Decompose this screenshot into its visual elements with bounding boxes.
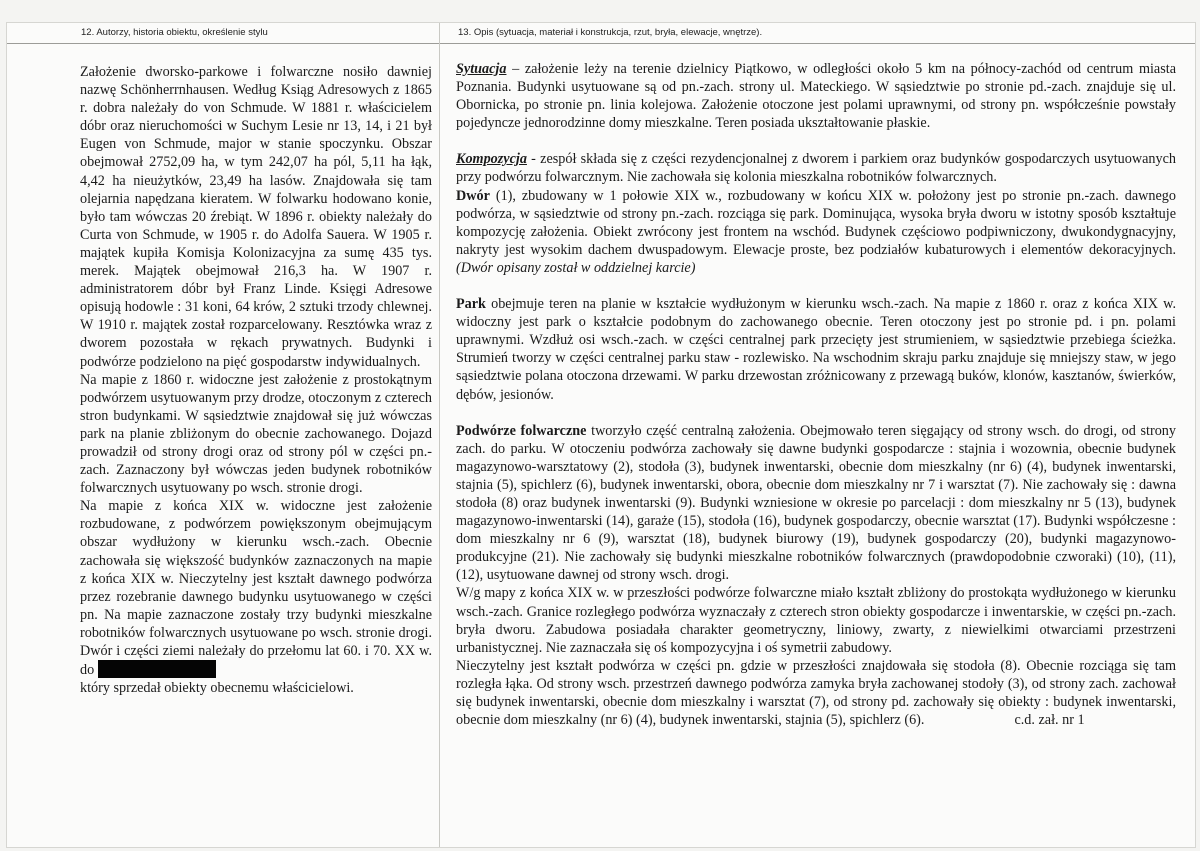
dwor-paragraph xyxy=(456,187,1176,277)
dwor-note: (Dwór opisany został w oddzielnej karcie) xyxy=(456,259,696,276)
description-text xyxy=(456,60,1176,729)
history-text xyxy=(80,63,432,697)
park-text: obejmuje teren na planie w kształcie wydłużonym w kierunku wsch.-zach. Na mapie z 1860 r. oraz z końca XIX w. widoczny jest park o kształcie podobnym do zachowanego obecnie. Teren otoczony jest po stronie pd. i pn. polami uprawnymi. Wzdłuż osi wsch.-zach. w części centralnej park przecięty jest strumieniem, w sąsiedztwie przebiega ścieżka. Strumień tworzy w części centralnej parku staw - rozlewisko. Na wschodnim skraju parku znajduje się mniejszy staw, w jego sąsiedztwie polana otoczona drzewami. W parku drzewostan zróżnicowany z przewagą buków, klonów, kasztanów, świerków, dębów, jesionów. xyxy=(456,296,1176,403)
podworze-paragraph xyxy=(456,422,1176,585)
park-paragraph xyxy=(456,295,1176,404)
history-last-line: który sprzedał obiekty obecnemu właścicielowi. xyxy=(80,680,354,697)
podworze-text: tworzyło część centralną założenia. Obejmowało teren sięgający od strony wsch. do drogi, od strony zach. do parku. W otoczeniu podwórza zachowały się dawne budynki gospodarcze : stajnia i wozownia, obecnie budynek magazynowo-warsztatowy (2), stodoła (3), budynek inwentarski, obecnie dom mieszkalny (nr 6) (4), budynek inwentarski, stajnia (5), spichlerz (6), budynek inwentarski, obora, obecnie dom mieszkalny nr 7 i warsztat (7). Nie zachowały się : dawna stodoła (8) oraz budynek inwentarski (9). Budynki wzniesione w okresie po parcelacji : dom mieszkalny nr 5 (13), budynek magazynowo-inwentarski (14), garaże (15), stodoła (16), budynek gospodarczy, obecnie warsztat (17). Budynki współczesne : dom mieszkalny nr 6 (9), warsztat (18), budynek biurowy (19), budynek gospodarczy (20), budynki magazynowo-produkcyjne (21). Nie zachowały się budynki mieszkalne robotników folwarcznych (prawdopodobnie czworaki) (10), (11), (12), usytuowane dawnej od strony wsch. drogi. xyxy=(456,422,1176,584)
dwor-label: Dwór xyxy=(456,187,490,204)
section-13-header: 13. Opis (sytuacja, materiał i konstrukcja, rzut, bryła, elewacje, wnętrze). xyxy=(440,23,1195,44)
podworze-label: Podwórze folwarczne xyxy=(456,422,587,439)
sytuacja-paragraph xyxy=(456,60,1176,132)
history-paragraph-3 xyxy=(80,497,432,679)
column-divider xyxy=(439,23,440,847)
kompozycja-label: Kompozycja xyxy=(456,151,527,168)
podworze-paragraph-2: W/g mapy z końca XIX w. w przeszłości podwórze folwarczne miało kształt zbliżony do prostokąta wydłużonego w kierunku wsch.-zach. Granice rozległego podwórza wyznaczały z czterech stron obiekty gospodarcze i inwentarskie, w części pn.-zach. bryła dworu. Zabudowa posiadała charakter geometryczny, liniowy, zwarty, z niewielkimi otwarciami przestrzeni urbanistycznej. Nie zaznaczała się oś kompozycyjna i oś symetrii zabudowy. xyxy=(456,585,1176,656)
left-column xyxy=(7,23,439,697)
kompozycja-text: - zespół składa się z części rezydencjonalnej z dworem i parkiem oraz budynków gospodarczych usytuowanych przy podwórzu folwarcznym. Nie zachowała się kolonia mieszkalna robotników folwarcznych. xyxy=(456,151,1176,186)
dwor-text: (1), zbudowany w 1 połowie XIX w., rozbudowany w końcu XIX w. położony jest po stronie pn.-zach. dawnego podwórza, w sąsiedztwie od strony pn.-zach. rozciąga się park. Dominująca, wysoka bryła dworu w istotny sposób kształtuje kompozycję założenia. Obiekt zwrócony jest frontem na wschód. Budynek częściowo podpiwniczony, dwukondygnacyjny, nakryty jest wysokim dachem dwuspadowym. Elewacje proste, bez podziałów kubaturowych i elementów dekoracyjnych. xyxy=(456,187,1176,258)
history-paragraph-3-text: Na mapie z końca XIX w. widoczne jest założenie rozbudowane, z podwórzem powiększonym obejmującym obszar wydłużony w kierunku wsch.-zach. Obecnie zachowała się większość budynków zaznaczonych na mapie z końca XIX w. Nieczytelny jest kształt dawnego podwórza przez rozebranie dawnego budynku usytuowanego w części pn. Na mapie zaznaczone zostały trzy budynki mieszkalne robotników folwarcznych usytuowane po wsch. stronie drogi. Dwór i części ziemi należały do przełomu lat 60. i 70. XX w. do xyxy=(80,498,432,679)
section-12-header: 12. Autorzy, historia obiektu, określenie stylu xyxy=(7,23,439,44)
podworze-paragraph-3-text: Nieczytelny jest kształt podwórza w części pn. gdzie w przeszłości znajdowała się stodoła (8). Obecnie rozciąga się tam rozległa łąka. Od strony wsch. przestrzeń dawnego podwórza zamyka bryła zachowanej stodoły (3), od strony zach. zachował się budynek inwentarski, obecnie dom mieszkalny i warsztat (7), od strony pd. zachowały się obiekty : budynek inwentarski, obecnie dom mieszkalny (nr 6) (4), budynek inwentarski, stajnia (5), spichlerz (6). xyxy=(456,657,1176,729)
redaction-bar xyxy=(98,660,216,678)
history-paragraph-2: Na mapie z 1860 r. widoczne jest założenie z prostokątnym podwórzem usytuowanym przy drodze, otoczonym z czterech stron budynkami. W sąsiedztwie znajdował się już wówczas park na planie zbliżonym do obecnie zachowanego. Dojazd prowadził od strony drogi oraz od strony pól w części pn.-zach. Zaznaczony był wówczas jeden budynek robotników folwarcznych usytuowany po wsch. stronie drogi. xyxy=(80,371,432,497)
sytuacja-text: – założenie leży na terenie dzielnicy Piątkowo, w odległości około 5 km na północy-zachód od centrum miasta Poznania. Budynki usytuowane są od pn.-zach. strony ul. Mateckiego. W sąsiedztwie po stronie pd.-zach. znajduje się ul. Obornicka, po stronie pn. linia kolejowa. Założenie otoczone jest polami uprawnymi, od strony pn. współcześnie powstały pojedyncze jednorodzinne domy mieszkalne. Teren posiada ukształtowanie płaskie. xyxy=(456,61,1176,132)
kompozycja-paragraph xyxy=(456,150,1176,186)
park-label: Park xyxy=(456,296,486,313)
podworze-paragraph-3 xyxy=(456,657,1176,729)
continuation-note: c.d. zał. nr 1 xyxy=(1014,712,1085,729)
right-column xyxy=(440,23,1195,729)
sytuacja-label: Sytuacja xyxy=(456,61,507,77)
document-sheet xyxy=(6,22,1196,848)
history-paragraph-1: Założenie dworsko-parkowe i folwarczne nosiło dawniej nazwę Schönherrnhausen. Według Ksiąg Adresowych z 1865 r. dobra należały do von Schmude. W 1881 r. właścicielem dóbr oraz nieruchomości w Suchym Lesie nr 13, 14, i 21 był Eugen von Schmude, major w stanie spoczynku. Obszar obejmował 2752,09 ha, w tym 242,07 ha pól, 5,11 ha łąk, 4,42 ha nieużytków, 23,49 ha lasów. Znajdowała się tam olejarnia napędzana kieratem. W folwarku hodowano konie, było tam wówczas 20 źrebiąt. W 1896 r. obiekty należały do Curta von Schmude, w 1905 r. do Adolfa Sauera. W 1905 r. majątek kupiła Komisja Kolonizacyjna za sumę 435 tys. merek. Majątek obejmował 216,3 ha. W 1907 r. administratorem dóbr był Franz Linde. Księgi Adresowe opisują hodowle : 31 koni, 64 krów, 2 sztuki trzody chlewnej. W 1910 r. majątek został rozparcelowany. Resztówka wraz z dworem pozostała w rękach prywatnych. Budynki i podwórze podzielono na pięć gospodarstw indywidualnych. xyxy=(80,64,432,370)
